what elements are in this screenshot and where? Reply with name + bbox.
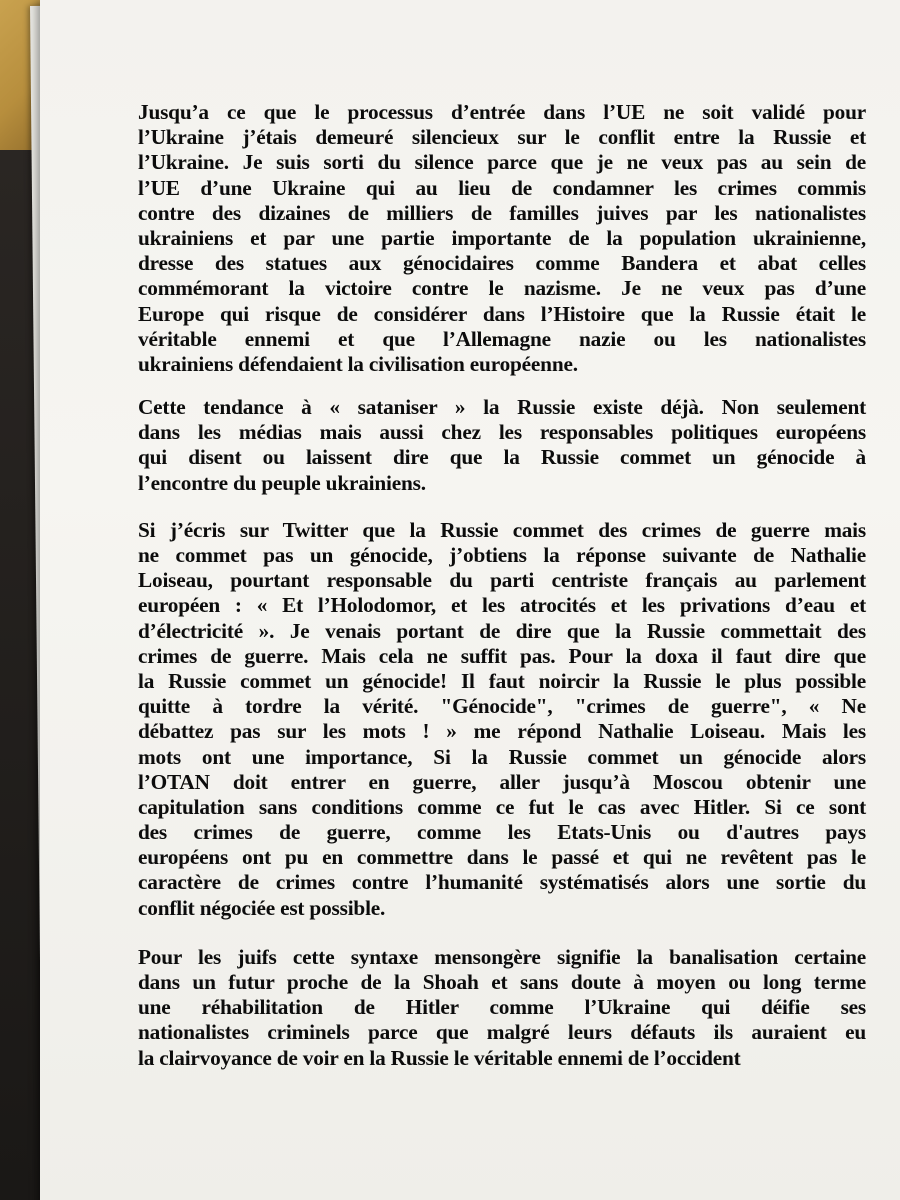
text-line: l’Ukraine j’étais demeuré silencieux sur le conflit entre la Russie et [138,125,866,150]
text-line: européen : « Et l’Holodomor, et les atrocités et les privations d’eau et [138,593,866,618]
paragraph-4 [138,945,866,1071]
paragraph-spacer [138,921,866,945]
text-line: européens ont pu en commettre dans le passé et qui ne revêtent pas le [138,845,866,870]
text-line: des crimes de guerre, comme les Etats-Unis ou d'autres pays [138,820,866,845]
text-line: la Russie commet un génocide! Il faut noircir la Russie le plus possible [138,668,866,693]
text-line: Cette tendance à « sataniser » la Russie existe déjà. Non seulement [138,395,866,420]
text-line: véritable ennemi et que l’Allemagne nazie ou les nationalistes [138,326,866,351]
text-line: dresse des statues aux génocidaires comme Bandera et abat celles [138,251,866,276]
paragraph-2 [138,395,866,496]
paragraph-spacer [138,496,866,518]
paragraph-3 [138,518,866,921]
text-line: l’encontre du peuple ukrainiens. [138,470,426,495]
text-line: dans les médias mais aussi chez les responsables politiques européens [138,420,866,445]
text-line: capitulation sans conditions comme ce fut le cas avec Hitler. Si ce sont [138,794,866,819]
paragraph-spacer [138,377,866,395]
text-line: ukrainiens défendaient la civilisation européenne. [138,351,578,376]
text-line: mots ont une importance, Si la Russie commet un génocide alors [138,744,866,769]
letter-text [138,100,866,1071]
text-line: débattez pas sur les mots ! » me répond Nathalie Loiseau. Mais les [138,719,866,744]
text-line: nationalistes criminels parce que malgré leurs défauts ils auraient eu [138,1020,866,1045]
text-line: crimes de guerre. Mais cela ne suffit pas. Pour la doxa il faut dire que [138,643,866,668]
text-line: Jusqu’a ce que le processus d’entrée dans l’UE ne soit validé pour [138,100,866,124]
text-line: Loiseau, pourtant responsable du parti centriste français au parlement [138,568,866,593]
text-line: Si j’écris sur Twitter que la Russie commet des crimes de guerre mais [138,517,866,542]
paragraph-1 [138,100,866,377]
text-line: ukrainiens et par une partie importante de la population ukrainienne, [138,225,866,250]
text-line: l’Ukraine. Je suis sorti du silence parce que je ne veux pas au sein de [138,150,866,175]
text-line: d’électricité ». Je venais portant de dire que la Russie commettait des [138,618,866,643]
paper-page [40,0,900,1200]
text-line: caractère de crimes contre l’humanité systématisés alors une sortie du [138,870,866,895]
text-line: Europe qui risque de considérer dans l’Histoire que la Russie était le [138,301,866,326]
text-line: conflit négociée est possible. [138,895,386,920]
text-line: une réhabilitation de Hitler comme l’Ukraine qui déifie ses [138,995,866,1020]
text-line: quitte à tordre la vérité. "Génocide", "crimes de guerre", « Ne [138,694,866,719]
text-line: l’OTAN doit entrer en guerre, aller jusqu’à Moscou obtenir une [138,769,866,794]
text-line: ne commet pas un génocide, j’obtiens la réponse suivante de Nathalie [138,543,866,567]
text-line: l’UE d’une Ukraine qui au lieu de condamner les crimes commis [138,175,866,200]
text-line: la clairvoyance de voir en la Russie le véritable ennemi de l’occident [138,1045,741,1070]
text-line: commémorant la victoire contre le nazisme. Je ne veux pas d’une [138,276,866,301]
text-line: contre des dizaines de milliers de familles juives par les nationalistes [138,200,866,225]
text-line: qui disent ou laissent dire que la Russie commet un génocide à [138,445,866,470]
text-line: Pour les juifs cette syntaxe mensongère signifie la banalisation certaine [138,944,866,969]
text-line: dans un futur proche de la Shoah et sans doute à moyen ou long terme [138,970,866,994]
